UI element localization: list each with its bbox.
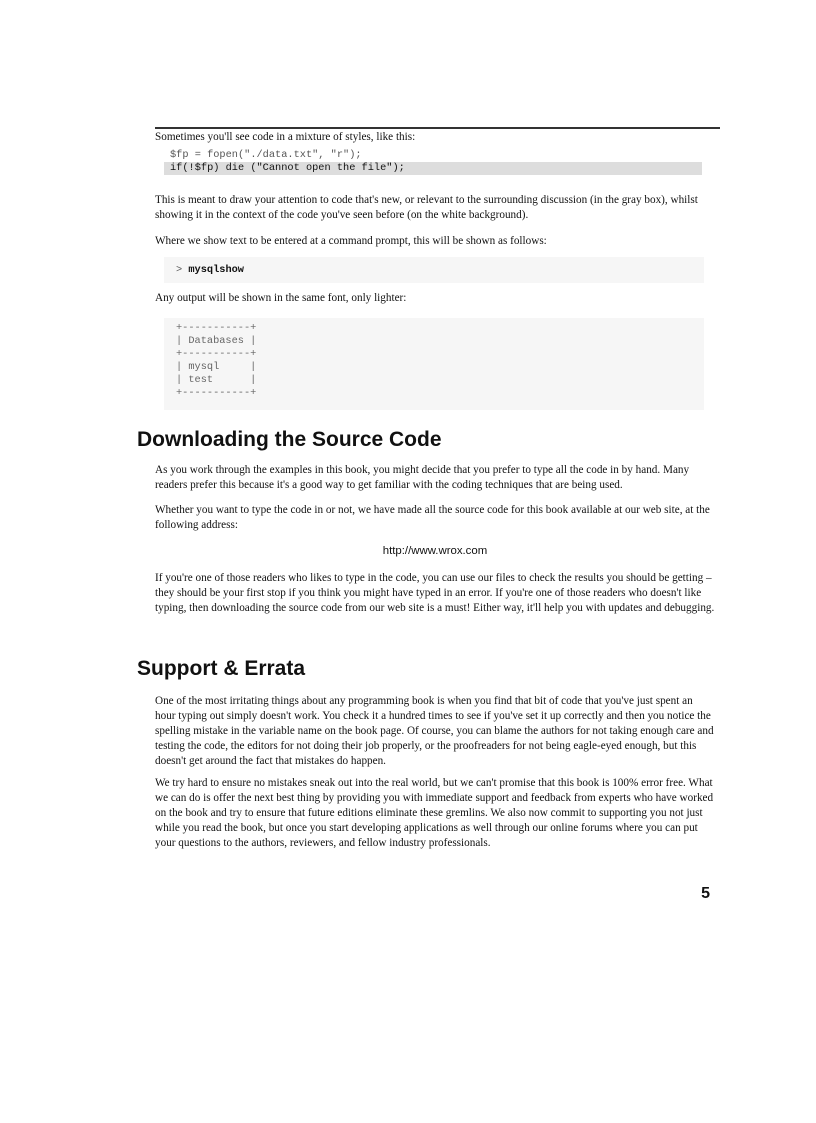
command-prompt-box <box>164 257 704 283</box>
top-rule <box>155 127 720 129</box>
download-url: http://www.wrox.com <box>382 545 488 557</box>
prompt-command: mysqlshow <box>188 264 244 276</box>
prompt-intro-paragraph: Where we show text to be entered at a command prompt, this will be shown as follows: <box>155 235 547 247</box>
prompt-symbol: > <box>176 264 183 276</box>
download-heading: Downloading the Source Code <box>137 428 442 451</box>
intro-paragraph: Sometimes you'll see code in a mixture of styles, like this: <box>155 131 416 143</box>
output-line: +-----------+ <box>176 322 257 334</box>
mixed-code-block <box>170 149 710 175</box>
support-paragraph-2: We try hard to ensure no mistakes sneak out into the real world, but we can't promise that this book is 100% error free. What we can do is offer the next best thing by providing you with immediate support and feedback from experts who have worked on the book and try to ensure that future editions eliminate these gremlins. We also now commit to supporting you not just while you read the book, but once you start developing applications as well through our online forums where you can put your questions to the authors, reviewers, and fellow industry professionals. <box>155 777 714 849</box>
output-intro-paragraph: Any output will be shown in the same font, only lighter: <box>155 292 407 304</box>
support-heading: Support & Errata <box>137 657 306 680</box>
output-line: | mysql | <box>176 361 257 373</box>
support-paragraph-1: One of the most irritating things about any programming book is when you find that bit of code that you've just spent an hour typing out simply doesn't work. You check it a hundred times to see if you've set it up correctly and then you notice the spelling mistake in the variable name on the book page. Of course, you can blame the authors for not taking enough care and testing the code, the editors for not doing their job properly, or the proofreaders for not being eagle-eyed enough, but this doesn't get around the fact that mistakes do happen. <box>155 695 714 767</box>
output-line: +-----------+ <box>176 387 257 399</box>
output-line: | test | <box>176 374 257 386</box>
code-line-context: $fp = fopen("./data.txt", "r"); <box>170 149 362 161</box>
code-line-highlighted: if(!$fp) die ("Cannot open the file"); <box>164 162 702 175</box>
page-number: 5 <box>701 885 710 902</box>
download-paragraph-2: Whether you want to type the code in or not, we have made all the source code for this book available at our web site, at the following address: <box>155 504 710 531</box>
output-line: | Databases | <box>176 335 257 347</box>
output-box <box>164 318 704 410</box>
download-paragraph-1: As you work through the examples in this book, you might decide that you prefer to type all the code in by hand. Many readers prefer this because it's a good way to get familiar with the coding techniques that are being used. <box>155 464 690 491</box>
download-paragraph-3: If you're one of those readers who likes to type in the code, you can use our files to check the results you should be getting – they should be your first stop if you think you might have typed in an error. If you're one of those readers who doesn't like typing, then downloading the source code from our web site is a must! Either way, it'll help you with updates and debugging. <box>155 572 715 614</box>
mixed-explanation-paragraph: This is meant to draw your attention to code that's new, or relevant to the surrounding discussion (in the gray box), whilst showing it in the context of the code you've seen before (on the white background). <box>155 194 698 221</box>
output-line: +-----------+ <box>176 348 257 360</box>
